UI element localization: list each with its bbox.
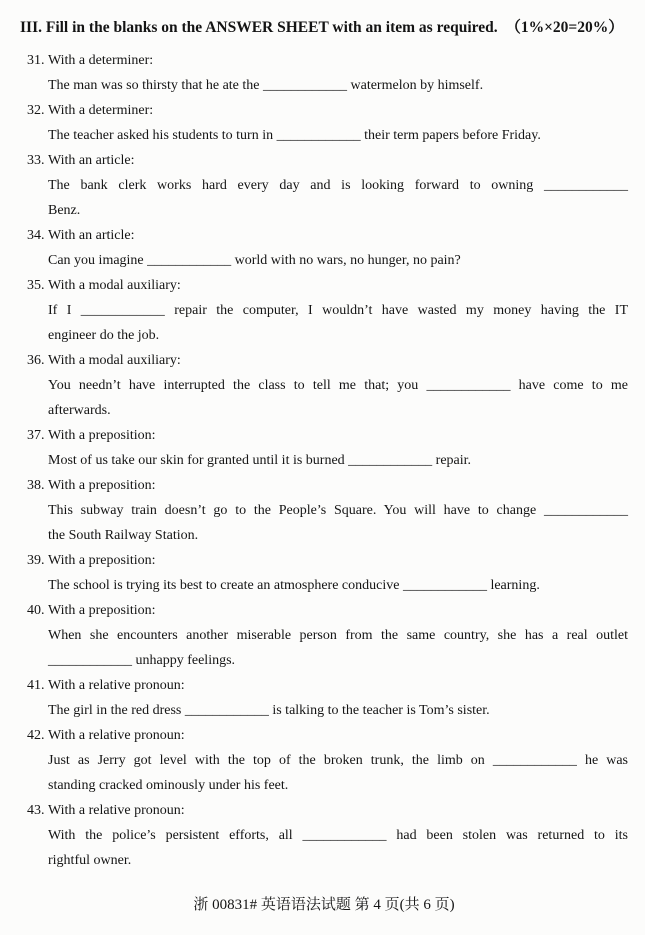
question-text-line: If I ____________ repair the computer, I wouldn’t have wasted my money having the IT [48, 303, 628, 318]
question-number: 43. [27, 803, 45, 818]
question-text-line: Just as Jerry got level with the top of the broken trunk, the limb on ____________ he was [48, 753, 628, 768]
question-number: 36. [27, 353, 45, 368]
question-instruction: With an article: [48, 228, 135, 243]
question-number: 34. [27, 228, 45, 243]
question-item [20, 673, 628, 723]
question-instruction: With a determiner: [48, 103, 154, 118]
question-text-line: The school is trying its best to create an atmosphere conducive ____________ learning. [48, 578, 540, 593]
question-text-line: This subway train doesn’t go to the People’s Square. You will have to change ____________ [48, 503, 628, 518]
question-item [20, 423, 628, 473]
question-instruction: With a preposition: [48, 478, 156, 493]
question-text-line: When she encounters another miserable person from the same country, she has a real outlet [48, 628, 628, 643]
question-item [20, 273, 628, 348]
question-text-line: With the police’s persistent efforts, all ____________ had been stolen was returned to its [48, 828, 628, 843]
question-number: 40. [27, 603, 45, 618]
question-item [20, 598, 628, 673]
question-text-line: afterwards. [48, 403, 111, 418]
question-instruction: With a modal auxiliary: [48, 353, 181, 368]
page-footer: 浙 00831# 英语语法试题 第 4 页(共 6 页) [193, 897, 455, 913]
question-text-line: the South Railway Station. [48, 528, 199, 543]
question-item [20, 473, 628, 548]
question-instruction: With a modal auxiliary: [48, 278, 181, 293]
question-text-line: rightful owner. [48, 853, 132, 868]
question-text-line: Most of us take our skin for granted until it is burned ____________ repair. [48, 453, 472, 468]
question-number: 33. [27, 153, 45, 168]
question-instruction: With a determiner: [48, 53, 154, 68]
section-heading: III. Fill in the blanks on the ANSWER SHEET with an item as required. （1%×20=20%） [20, 19, 624, 36]
question-instruction: With a preposition: [48, 553, 156, 568]
question-text-line: The teacher asked his students to turn in ____________ their term papers before Friday. [48, 128, 541, 143]
question-text-line: Can you imagine ____________ world with no wars, no hunger, no pain? [48, 253, 461, 268]
question-instruction: With a preposition: [48, 603, 156, 618]
question-number: 32. [27, 103, 45, 118]
question-text-line: ____________ unhappy feelings. [48, 653, 236, 668]
question-text-line: Benz. [48, 203, 81, 218]
question-number: 35. [27, 278, 45, 293]
question-item [20, 148, 628, 223]
question-text-line: The girl in the red dress ____________ is talking to the teacher is Tom’s sister. [48, 703, 490, 718]
question-number: 37. [27, 428, 45, 443]
question-instruction: With a relative pronoun: [48, 803, 185, 818]
question-number: 41. [27, 678, 45, 693]
question-text-line: engineer do the job. [48, 328, 160, 343]
question-item [20, 48, 628, 98]
question-item [20, 548, 628, 598]
question-number: 39. [27, 553, 45, 568]
question-text-line: standing cracked ominously under his feet. [48, 778, 289, 793]
question-number: 31. [27, 53, 45, 68]
question-item [20, 98, 628, 148]
question-item [20, 723, 628, 798]
question-number: 42. [27, 728, 45, 743]
question-instruction: With a relative pronoun: [48, 678, 185, 693]
question-number: 38. [27, 478, 45, 493]
question-instruction: With an article: [48, 153, 135, 168]
question-text-line: The man was so thirsty that he ate the ____________ watermelon by himself. [48, 78, 484, 93]
question-item [20, 223, 628, 273]
question-text-line: The bank clerk works hard every day and is looking forward to owning ____________ [48, 178, 628, 193]
question-instruction: With a relative pronoun: [48, 728, 185, 743]
question-item [20, 348, 628, 423]
question-text-line: You needn’t have interrupted the class to tell me that; you ____________ have come to me [48, 378, 628, 393]
question-item [20, 798, 628, 873]
question-instruction: With a preposition: [48, 428, 156, 443]
